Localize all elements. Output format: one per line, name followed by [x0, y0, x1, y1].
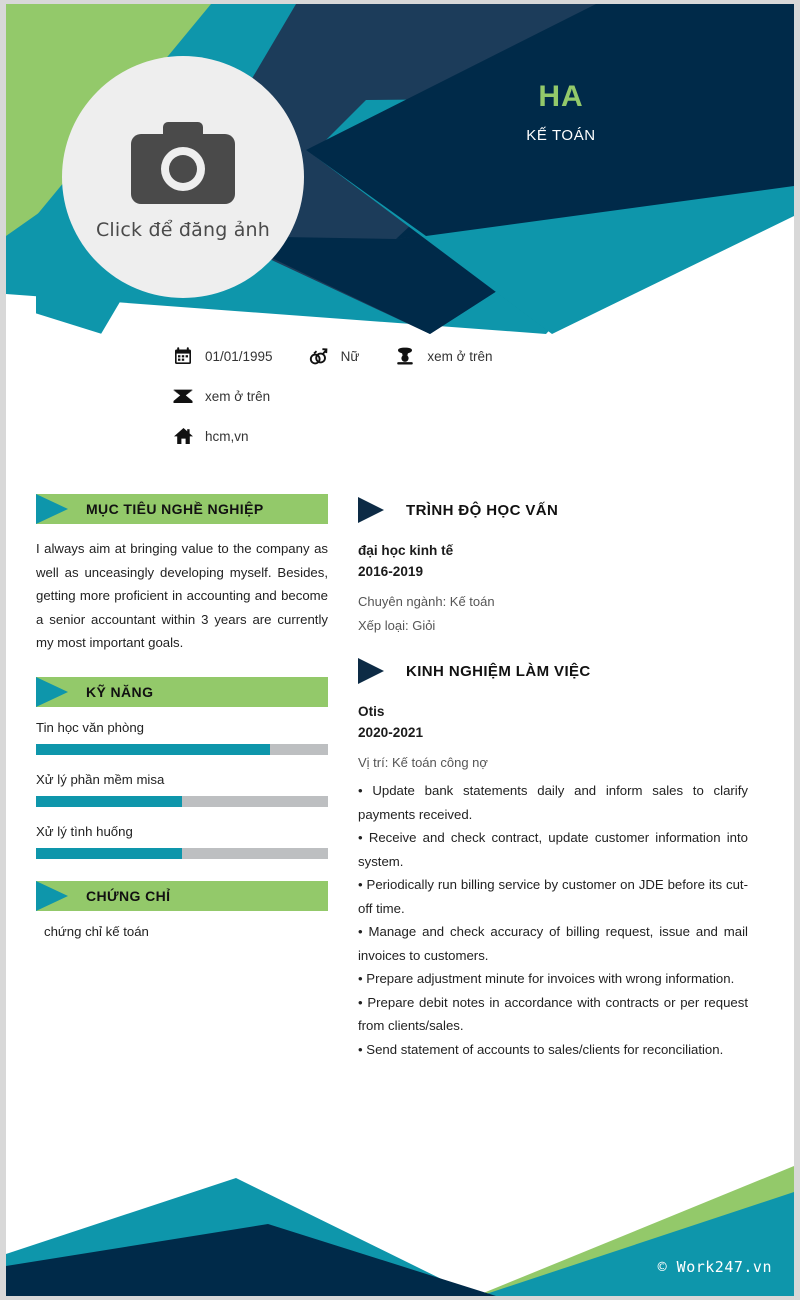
experience-heading — [358, 655, 748, 687]
certificate-item: chứng chỉ kế toán — [44, 923, 149, 939]
arrow-icon — [358, 658, 384, 684]
experience-bullet: • Receive and check contract, update customer information into system. — [358, 830, 748, 869]
experience-bullet: • Prepare debit notes in accordance with contracts or per request from clients/sales. — [358, 994, 748, 1034]
right-column — [358, 494, 748, 1083]
skill-item — [36, 824, 328, 859]
gender-icon — [307, 345, 331, 367]
arrow-icon — [36, 677, 68, 707]
education-major: Chuyên ngành: Kế toán — [358, 594, 495, 610]
certificates-heading-label: CHỨNG CHỈ — [86, 887, 171, 904]
objective-heading-label: MỤC TIÊU NGHỀ NGHIỆP — [86, 501, 264, 517]
watermark: © Work247.vn — [657, 1258, 772, 1276]
education-section — [358, 494, 748, 633]
skill-progress-track[interactable] — [36, 796, 328, 807]
experience-bullet: • Send statement of accounts to sales/clients for reconciliation. — [358, 1041, 724, 1057]
phone-icon — [393, 345, 417, 367]
avatar-upload-label: Click để đăng ảnh — [95, 218, 271, 241]
phone-value: xem ở trên — [427, 348, 493, 364]
home-icon — [171, 425, 195, 447]
contact-info — [171, 336, 731, 456]
contact-row — [171, 376, 731, 416]
envelope-icon — [171, 385, 195, 407]
experience-position: Vị trí: Kế toán công nợ — [358, 755, 488, 771]
skill-progress-fill — [36, 744, 270, 755]
arrow-icon — [36, 881, 68, 911]
candidate-name: HA — [538, 80, 584, 113]
education-school: đại học kinh tế — [358, 543, 454, 558]
objective-section — [36, 494, 328, 655]
skill-label: Xử lý phần mềm misa — [36, 771, 165, 787]
skills-heading — [36, 677, 328, 707]
experience-bullets — [358, 779, 748, 1061]
experience-bullet: • Manage and check accuracy of billing request, issue and mail invoices to customers. — [358, 924, 748, 963]
experience-section — [358, 655, 748, 1061]
education-grade: Xếp loại: Giỏi — [358, 618, 436, 634]
experience-heading-label: KINH NGHIỆM LÀM VIỆC — [406, 662, 591, 680]
gender-value: Nữ — [340, 348, 360, 364]
certificates-heading — [36, 881, 328, 911]
experience-bullet: • Prepare adjustment minute for invoices with wrong information. — [358, 971, 735, 987]
skills-heading-label: KỸ NĂNG — [86, 683, 154, 700]
birthday-value: 01/01/1995 — [205, 348, 273, 364]
education-years: 2016-2019 — [358, 564, 424, 580]
skill-item — [36, 720, 328, 755]
left-column — [36, 494, 328, 961]
contact-address[interactable] — [171, 425, 249, 447]
skill-label: Tin học văn phòng — [36, 719, 145, 735]
contact-row — [171, 336, 731, 376]
objective-text: I always aim at bringing value to the company as well as unceasingly developing myself. Besides, getting more proficient in accounting and become a senior accountant within 3 years are currently my most important goals. — [36, 541, 328, 650]
name-block — [426, 80, 696, 144]
skill-progress-fill — [36, 848, 182, 859]
skill-label: Xử lý tình huống — [36, 823, 133, 839]
contact-birthday[interactable] — [171, 345, 273, 367]
skills-section — [36, 677, 328, 859]
skill-progress-track[interactable] — [36, 744, 328, 755]
experience-bullet: • Periodically run billing service by customer on JDE before its cut-off time. — [358, 877, 748, 916]
education-heading — [358, 494, 748, 526]
certificates-list — [36, 924, 328, 939]
address-value: hcm,vn — [205, 428, 249, 444]
arrow-icon — [358, 497, 384, 523]
education-heading-label: TRÌNH ĐỘ HỌC VẤN — [406, 501, 559, 519]
experience-company: Otis — [358, 704, 385, 720]
camera-icon — [131, 120, 235, 209]
experience-years: 2020-2021 — [358, 725, 424, 741]
calendar-icon — [171, 345, 195, 367]
contact-email[interactable] — [171, 385, 270, 407]
contact-row — [171, 416, 731, 456]
skill-item — [36, 772, 328, 807]
arrow-icon — [36, 494, 68, 524]
certificates-section — [36, 881, 328, 939]
contact-phone[interactable] — [393, 345, 492, 367]
skill-progress-fill — [36, 796, 182, 807]
skill-progress-track[interactable] — [36, 848, 328, 859]
experience-bullet: • Update bank statements daily and inform sales to clarify payments received. — [358, 783, 748, 822]
skills-list — [36, 720, 328, 859]
email-value: xem ở trên — [205, 388, 271, 404]
cv-canvas — [6, 4, 794, 1296]
avatar-upload-button[interactable] — [62, 56, 304, 298]
contact-gender[interactable] — [307, 345, 360, 367]
candidate-role: KẾ TOÁN — [526, 127, 596, 144]
objective-heading — [36, 494, 328, 524]
